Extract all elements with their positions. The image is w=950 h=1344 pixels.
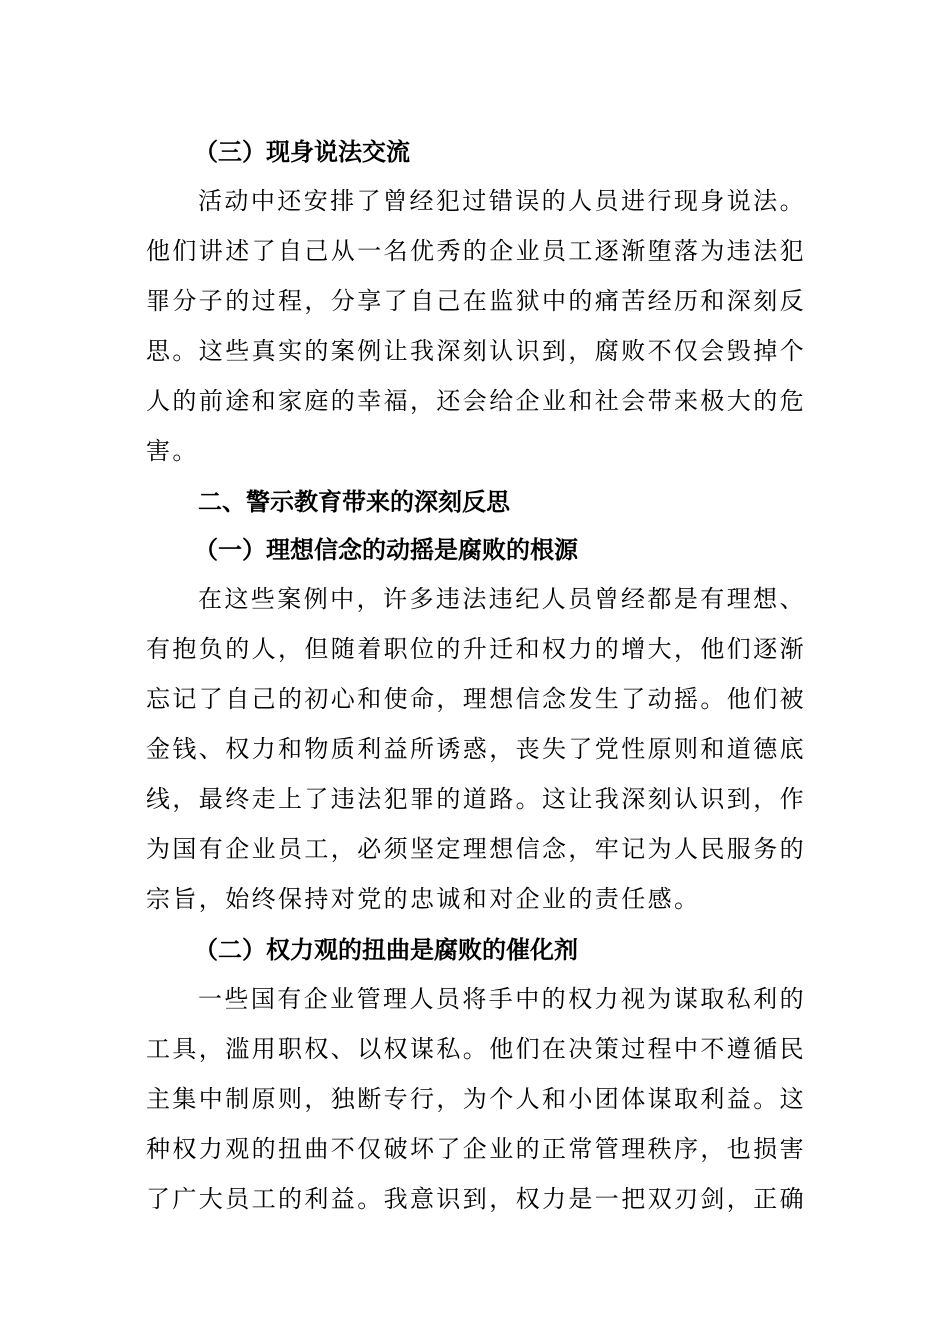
subheading-two-one: （一）理想信念的动摇是腐败的根源 [194,536,578,564]
paragraph-two-one: 在这些案例中，许多违法违纪人员曾经都是有理想、有抱负的人，但随着职位的升迁和权力的增大，他们逐渐忘记了自己的初心和使命，理想信念发生了动摇。他们被金钱、权力和物质利益所诱惑，丧失了党性原则和道德底线，最终走上了违法犯罪的道路。这让我深刻认识到，作为国有企业员工，必须坚定理想信念，牢记为人民服务的宗旨，始终保持对党的忠诚和对企业的责任感。 [146,585,806,913]
subheading-two-two: （二）权力观的扭曲是腐败的催化剂 [194,936,578,964]
subheading-three: （三）现身说法交流 [194,138,410,166]
paragraph-three: 活动中还安排了曾经犯过错误的人员进行现身说法。他们讲述了自己从一名优秀的企业员工逐渐堕落为违法犯罪分子的过程，分享了自己在监狱中的痛苦经历和深刻反思。这些真实的案例让我深刻认识到，腐败不仅会毁掉个人的前途和家庭的幸福，还会给企业和社会带来极大的危害。 [146,187,806,465]
paragraph-two-two: 一些国有企业管理人员将手中的权力视为谋取私利的工具，滥用职权、以权谋私。他们在决策过程中不遵循民主集中制原则，独断专行，为个人和小团体谋取利益。这种权力观的扭曲不仅破坏了企业的正常管理秩序，也损害了广大员工的利益。我意识到，权力是一把双刃剑，正确 [146,985,806,1213]
section-heading-two: 二、警示教育带来的深刻反思 [198,488,510,516]
document-body [146,128,806,1224]
